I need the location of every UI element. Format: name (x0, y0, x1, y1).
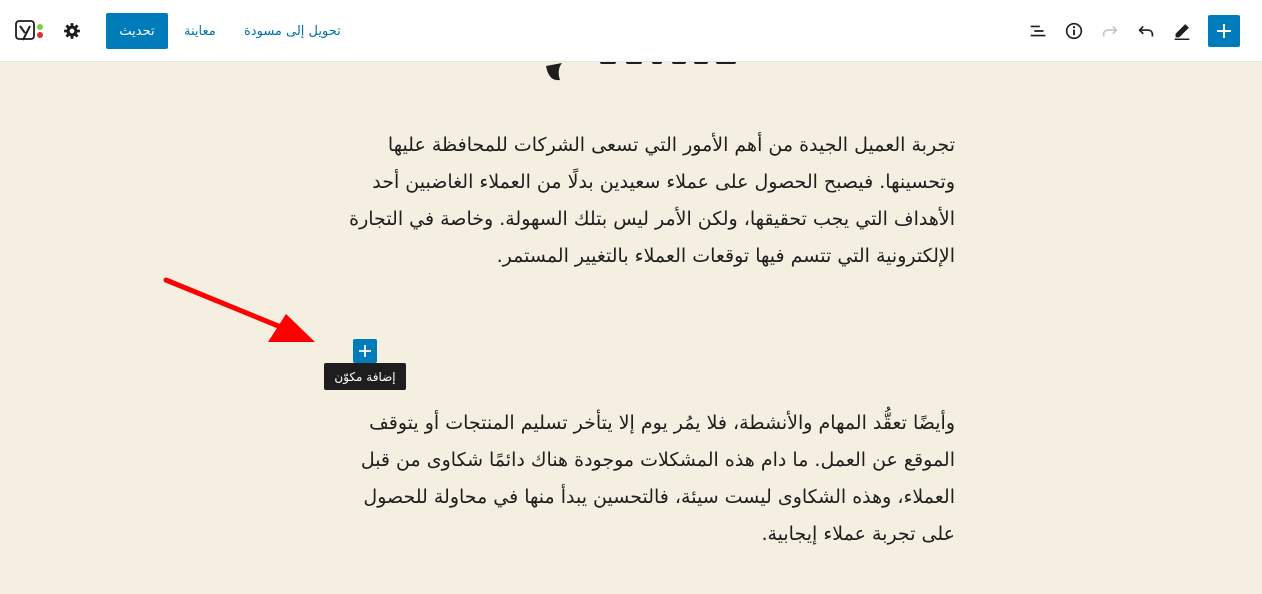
add-block-button[interactable] (1208, 15, 1240, 47)
undo-button[interactable] (1134, 19, 1158, 43)
info-icon (1063, 20, 1085, 42)
outline-icon (1027, 20, 1049, 42)
paragraph-block-2[interactable]: وأيضًا تعقُّد المهام والأنشطة، فلا يمُر يوم إلا يتأخر تسليم المنتجات أو يتوقف الموقع عن العمل. ما دام هذه المشكلات موجودة هناك دائمًا شكاوى من قبل العملاء، وهذه الشكاوى ليست سيئة، فالتحسين يبدأ منها في محاولة للحصول على تجربة عملاء إيجابية. (360, 412, 955, 545)
settings-button[interactable] (60, 19, 84, 43)
details-button[interactable] (1062, 19, 1086, 43)
tools-button[interactable] (1170, 19, 1194, 43)
editor-toolbar (0, 0, 1262, 62)
inserter-tooltip: إضافة مكوّن (324, 363, 406, 390)
plus-icon (358, 344, 372, 358)
red-arrow-annotation (160, 270, 320, 350)
block-inserter-button[interactable] (353, 339, 377, 363)
undo-icon (1135, 20, 1157, 42)
yoast-seo-button[interactable] (12, 17, 48, 45)
redo-icon (1099, 20, 1121, 42)
gear-icon (62, 21, 82, 41)
preview-link[interactable]: معاينة (184, 23, 216, 39)
list-view-button[interactable] (1026, 19, 1050, 43)
switch-to-draft-link[interactable]: تحويل إلى مسودة (244, 23, 341, 39)
plus-icon (1215, 22, 1233, 40)
update-button[interactable]: تحديث (106, 13, 168, 49)
redo-button[interactable] (1098, 19, 1122, 43)
yoast-icon (13, 18, 47, 44)
paragraph-block-1[interactable]: تجربة العميل الجيدة من أهم الأمور التي تسعى الشركات للمحافظة عليها وتحسينها. فيصبح الحصول على عملاء سعيدين بدلًا من العملاء الغاضبين أحد الأهداف التي يجب تحقيقها، ولكن الأمر ليس بتلك السهولة. وخاصة في التجارة الإلكترونية التي تتسم فيها توقعات العملاء بالتغيير المستمر. (349, 134, 955, 267)
pencil-icon (1171, 20, 1193, 42)
